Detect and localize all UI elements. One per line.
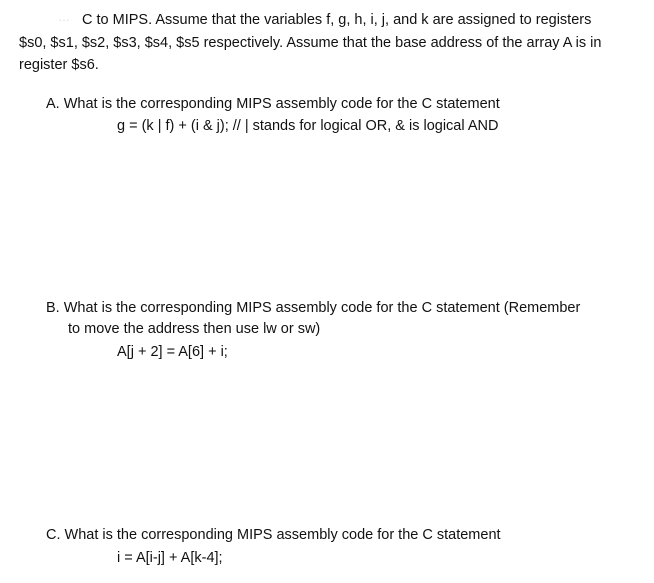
question-a-prompt: A. What is the corresponding MIPS assembly code for the C statement [46, 96, 500, 112]
intro-line-2: $s0, $s1, $s2, $s3, $s4, $s5 respectively. Assume that the base address of the array A is in [19, 35, 602, 51]
question-a-statement: g = (k | f) + (i & j); // | stands for logical OR, & is logical AND [117, 118, 499, 134]
faint-marker: … [58, 10, 71, 24]
question-c-statement: i = A[i-j] + A[k-4]; [117, 550, 223, 566]
question-b-prompt-line-1: B. What is the corresponding MIPS assembly code for the C statement (Remember [46, 300, 581, 316]
question-c-prompt: C. What is the corresponding MIPS assembly code for the C statement [46, 527, 501, 543]
intro-line-1: C to MIPS. Assume that the variables f, g, h, i, j, and k are assigned to registers [82, 12, 592, 28]
question-b-prompt-line-2: to move the address then use lw or sw) [68, 321, 321, 337]
question-b-statement: A[j + 2] = A[6] + i; [117, 344, 228, 360]
intro-line-3: register $s6. [19, 57, 99, 73]
